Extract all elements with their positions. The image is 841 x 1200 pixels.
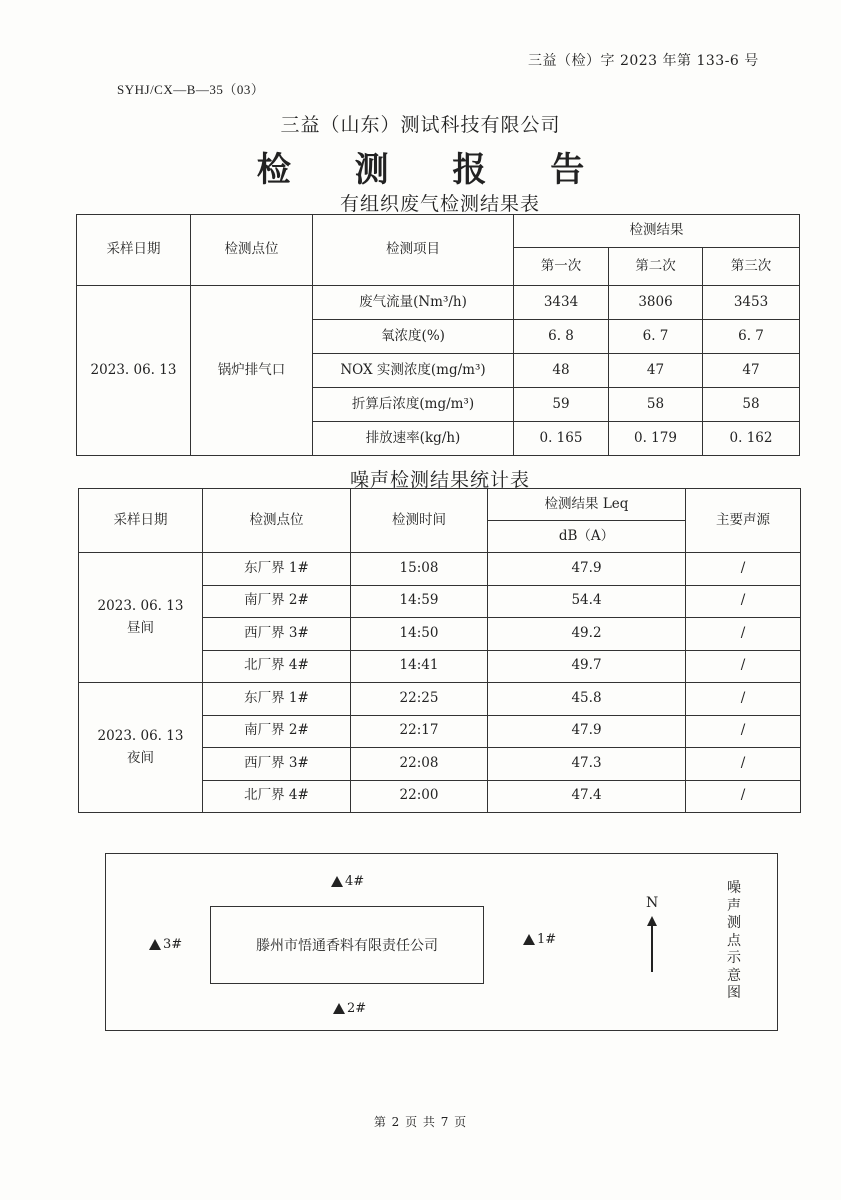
source-cell: / (686, 748, 801, 781)
header-time: 检测时间 (351, 489, 488, 553)
night-label: 夜间 (127, 749, 154, 766)
value-cell: 48 (514, 354, 609, 388)
diagram-legend: 噪声测点示意图 (727, 880, 741, 1001)
report-title: 检 测 报 告 (256, 150, 611, 190)
point-label: 3# (163, 937, 183, 952)
noise-results-table (78, 488, 801, 813)
value-cell: 47 (703, 354, 800, 388)
point-cell: 东厂界 1# (203, 553, 351, 586)
value-cell: 59 (514, 388, 609, 422)
day-date: 2023. 06. 13 (97, 597, 184, 614)
header-source: 主要声源 (686, 489, 801, 553)
triangle-marker-icon (333, 1003, 345, 1014)
header-item: 检测项目 (313, 215, 514, 286)
value-cell: 3453 (703, 286, 800, 320)
triangle-marker-icon (149, 939, 161, 950)
source-cell: / (686, 683, 801, 716)
value-cell: 49.2 (488, 618, 686, 651)
value-cell: 6. 7 (703, 320, 800, 354)
sampling-date: 2023. 06. 13 (77, 286, 191, 456)
header-date: 采样日期 (79, 489, 203, 553)
north-arrow-shaft (651, 920, 653, 972)
value-cell: 47.9 (488, 715, 686, 748)
measure-point-1 (523, 932, 556, 947)
source-cell: / (686, 585, 801, 618)
value-cell: 58 (703, 388, 800, 422)
table-row (77, 286, 800, 320)
time-cell: 14:59 (351, 585, 488, 618)
header-run-2: 第二次 (609, 248, 703, 286)
value-cell: 47 (609, 354, 703, 388)
measure-point-4 (331, 874, 364, 889)
time-cell: 22:25 (351, 683, 488, 716)
day-date-cell (79, 553, 203, 683)
source-cell: / (686, 715, 801, 748)
header-unit: dB（A） (488, 521, 686, 553)
time-cell: 14:41 (351, 650, 488, 683)
value-cell: 49.7 (488, 650, 686, 683)
header-point: 检测点位 (191, 215, 313, 286)
north-label: N (646, 895, 659, 911)
time-cell: 22:08 (351, 748, 488, 781)
value-cell: 47.4 (488, 780, 686, 813)
value-cell: 54.4 (488, 585, 686, 618)
source-cell: / (686, 780, 801, 813)
header-point: 检测点位 (203, 489, 351, 553)
value-cell: 47.9 (488, 553, 686, 586)
gas-table-title: 有组织废气检测结果表 (339, 193, 540, 215)
page-number: 第 2 页 共 7 页 (373, 1115, 468, 1129)
point-label: 1# (537, 932, 557, 947)
company-name: 三益（山东）测试科技有限公司 (280, 114, 561, 136)
sampling-point: 锅炉排气口 (191, 286, 313, 456)
document-code: SYHJ/CX—B—35（03） (117, 82, 265, 97)
point-cell: 北厂界 4# (203, 650, 351, 683)
value-cell: 6. 8 (514, 320, 609, 354)
time-cell: 22:17 (351, 715, 488, 748)
facility-name: 滕州市悟通香料有限责任公司 (256, 938, 438, 954)
time-cell: 22:00 (351, 780, 488, 813)
time-cell: 14:50 (351, 618, 488, 651)
facility-box (210, 906, 484, 984)
value-cell: 0. 179 (609, 422, 703, 456)
triangle-marker-icon (523, 934, 535, 945)
night-date-cell (79, 683, 203, 813)
value-cell: 0. 165 (514, 422, 609, 456)
value-cell: 3806 (609, 286, 703, 320)
noise-table-title: 噪声检测结果统计表 (349, 469, 530, 491)
item-cell: 氧浓度(%) (313, 320, 514, 354)
point-cell: 南厂界 2# (203, 715, 351, 748)
night-date: 2023. 06. 13 (97, 727, 184, 744)
value-cell: 6. 7 (609, 320, 703, 354)
day-label: 昼间 (127, 619, 154, 636)
point-cell: 西厂界 3# (203, 618, 351, 651)
table-row (79, 553, 801, 586)
point-cell: 南厂界 2# (203, 585, 351, 618)
source-cell: / (686, 650, 801, 683)
time-cell: 15:08 (351, 553, 488, 586)
value-cell: 58 (609, 388, 703, 422)
source-cell: / (686, 618, 801, 651)
header-date: 采样日期 (77, 215, 191, 286)
point-label: 2# (347, 1001, 367, 1016)
triangle-marker-icon (331, 876, 343, 887)
header-result: 检测结果 Leq (488, 489, 686, 521)
value-cell: 47.3 (488, 748, 686, 781)
measure-point-2 (333, 1001, 366, 1016)
value-cell: 45.8 (488, 683, 686, 716)
header-result: 检测结果 (514, 215, 800, 248)
point-cell: 西厂界 3# (203, 748, 351, 781)
value-cell: 0. 162 (703, 422, 800, 456)
gas-results-table (76, 214, 800, 456)
point-cell: 北厂界 4# (203, 780, 351, 813)
item-cell: 折算后浓度(mg/m³) (313, 388, 514, 422)
header-run-1: 第一次 (514, 248, 609, 286)
point-cell: 东厂界 1# (203, 683, 351, 716)
table-row (79, 683, 801, 716)
report-number: 三益（检）字 2023 年第 133-6 号 (528, 53, 759, 69)
source-cell: / (686, 553, 801, 586)
item-cell: NOX 实测浓度(mg/m³) (313, 354, 514, 388)
value-cell: 3434 (514, 286, 609, 320)
item-cell: 排放速率(kg/h) (313, 422, 514, 456)
item-cell: 废气流量(Nm³/h) (313, 286, 514, 320)
point-label: 4# (345, 874, 365, 889)
header-run-3: 第三次 (703, 248, 800, 286)
measure-point-3 (149, 937, 182, 952)
